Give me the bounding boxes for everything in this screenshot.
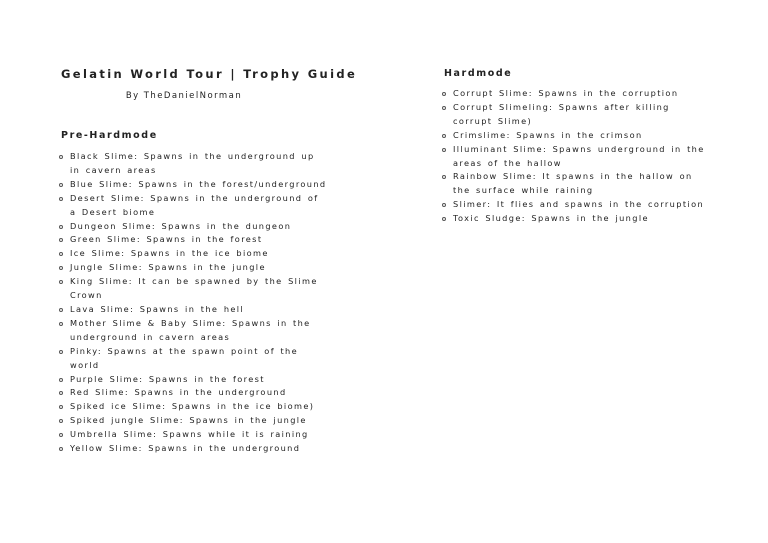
hardmode-heading: Hardmode [444,68,513,79]
list-item [442,129,708,143]
bullet-icon [59,405,63,409]
bullet-icon [59,433,63,437]
list-item-text: Yellow Slime: Spawns in the underground [70,443,301,454]
bullet-icon [59,252,63,256]
list-item-text: Umbrella Slime: Spawns while it is raining [70,429,309,440]
list-item [59,220,329,234]
list-item-text: Crimslime: Spawns in the crimson [453,129,643,140]
list-item [442,87,708,101]
list-item-text: Toxic Sludge: Spawns in the jungle [453,213,649,224]
bullet-icon [59,391,63,395]
bullet-icon [442,175,446,179]
list-item-text: Red Slime: Spawns in the underground [70,387,287,398]
list-item [59,414,329,428]
list-item-text: King Slime: It can be spawned by the Slime Crown [70,276,318,301]
hardmode-list [442,87,708,226]
bullet-icon [59,155,63,159]
list-item [59,303,329,317]
list-item-text: Purple Slime: Spawns in the forest [70,373,265,384]
bullet-icon [59,350,63,354]
list-item-text: Pinky: Spawns at the spawn point of the world [70,345,299,370]
list-item [59,192,329,220]
list-item-text: Dungeon Slime: Spawns in the dungeon [70,220,292,231]
bullet-icon [59,238,63,242]
list-item [59,386,329,400]
bullet-icon [59,447,63,451]
list-item-text: Corrupt Slimeling: Spawns after killing corrupt Slime) [453,101,670,126]
list-item-text: Spiked ice Slime: Spawns in the ice biome) [70,401,315,412]
bullet-icon [59,322,63,326]
list-item [59,233,329,247]
bullet-icon [59,266,63,270]
list-item [59,428,329,442]
bullet-icon [442,106,446,110]
list-item-text: Mother Slime & Baby Slime: Spawns in the underground in cavern areas [70,317,311,342]
list-item [442,198,708,212]
list-item-text: Rainbow Slime: It spawns in the hallow on the surface while raining [453,171,693,196]
list-item [59,261,329,275]
list-item-text: Lava Slime: Spawns in the hell [70,303,245,314]
list-item-text: Spiked jungle Slime: Spawns in the jungle [70,415,307,426]
list-item [59,247,329,261]
list-item-text: Desert Slime: Spawns in the underground of a Desert biome [70,192,319,217]
bullet-icon [442,203,446,207]
list-item-text: Green Slime: Spawns in the forest [70,234,263,245]
list-item [59,275,329,303]
bullet-icon [442,217,446,221]
list-item [59,150,329,178]
bullet-icon [59,183,63,187]
list-item-text: Illuminant Slime: Spawns underground in the areas of the hallow [453,143,705,168]
pre-hardmode-list [59,150,329,456]
document-title: Gelatin World Tour | Trophy Guide [61,67,358,81]
bullet-icon [59,419,63,423]
list-item-text: Blue Slime: Spawns in the forest/underground [70,178,327,189]
bullet-icon [442,134,446,138]
list-item [59,373,329,387]
list-item [59,317,329,345]
list-item [442,143,708,171]
list-item [442,170,708,198]
bullet-icon [59,280,63,284]
bullet-icon [59,308,63,312]
list-item [59,178,329,192]
list-item-text: Slimer: It flies and spawns in the corruption [453,199,705,210]
pre-hardmode-heading: Pre-Hardmode [61,130,158,141]
bullet-icon [59,197,63,201]
list-item-text: Ice Slime: Spawns in the ice biome [70,248,269,259]
list-item [59,442,329,456]
list-item-text: Jungle Slime: Spawns in the jungle [70,262,266,273]
list-item [59,345,329,373]
list-item-text: Black Slime: Spawns in the underground up in cavern areas [70,151,315,175]
list-item [59,400,329,414]
list-item [442,212,708,226]
bullet-icon [442,92,446,96]
list-item-text: Corrupt Slime: Spawns in the corruption [453,88,679,98]
bullet-icon [442,148,446,152]
document-byline: By TheDanielNorman [125,91,243,101]
bullet-icon [59,225,63,229]
list-item [442,101,708,129]
bullet-icon [59,378,63,382]
